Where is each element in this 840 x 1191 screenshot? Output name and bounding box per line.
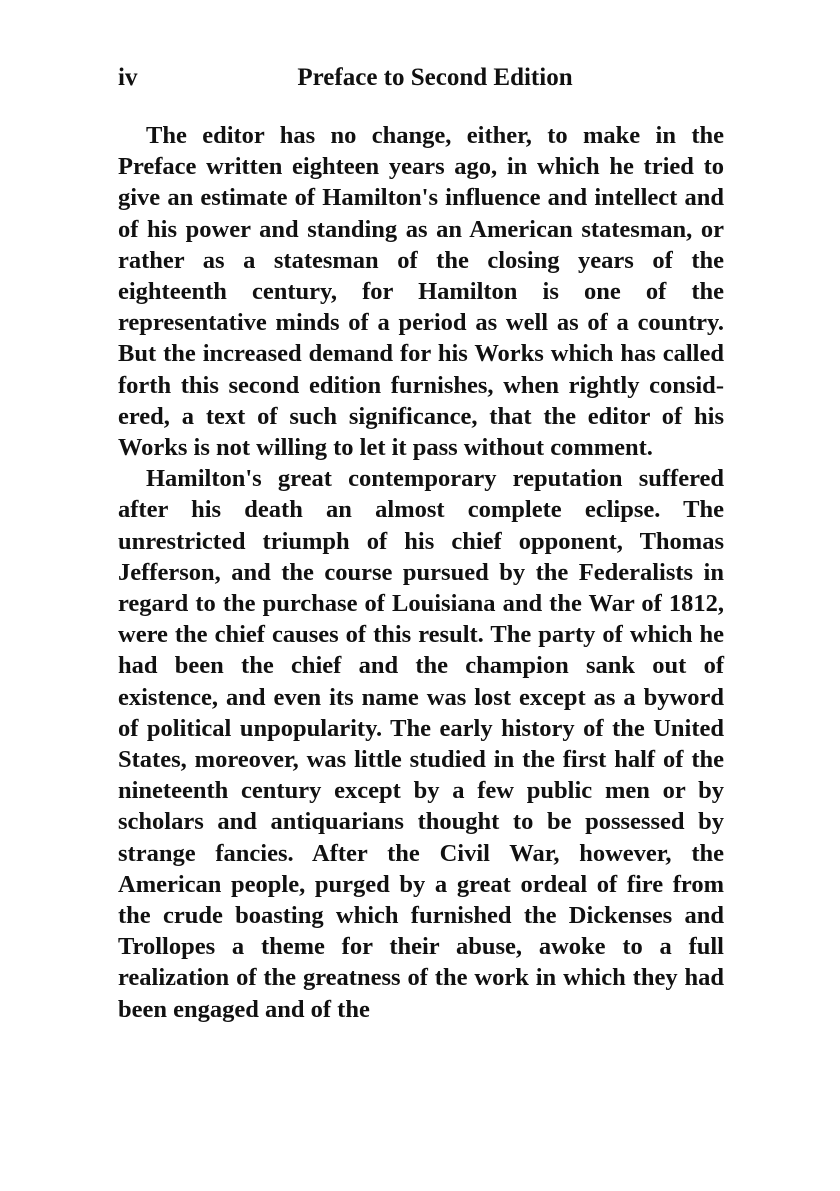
running-title: Preface to Second Edition bbox=[297, 64, 573, 91]
page-number: iv bbox=[118, 64, 138, 91]
body-text bbox=[118, 120, 724, 1025]
page-header bbox=[118, 60, 724, 100]
paragraph: The editor has no change, either, to make in the Preface written eighteen years ago, in which he tried to give an estimate of Hamilton's influence and intellect and of his power and standing as an American statesman, or rather as a statesman of the closing years of the eighteenth century, for Hamilton is one of the representative minds of a period as well as of a country. But the increased demand for his Works which has called forth this second edition furnishes, when rightly considered, a text of such significance, that the editor of his Works is not willing to let it pass without comment. bbox=[118, 122, 724, 462]
paragraph: Hamilton's great contemporary reputation suffered after his death an almost complete eclipse. The unrestricted triumph of his chief opponent, Thomas Jefferson, and the course pursued by the Federalists in regard to the purchase of Louisiana and the War of 1812, were the chief causes of this result. The party of which he had been the chief and the champion sank out of existence, and even its name was lost except as a byword of political unpopularity. The early history of the United States, moreover, was little studied in the first half of the nineteenth century except by a few public men or by scholars and antiquarians thought to be possessed by strange fancies. After the Civil War, however, the American people, purged by a great ordeal of fire from the crude boasting which furnished the Dickenses and Trollopes a theme for their abuse, awoke to a full realization of the greatness of the work in which they had been engaged and of the bbox=[118, 465, 724, 1023]
